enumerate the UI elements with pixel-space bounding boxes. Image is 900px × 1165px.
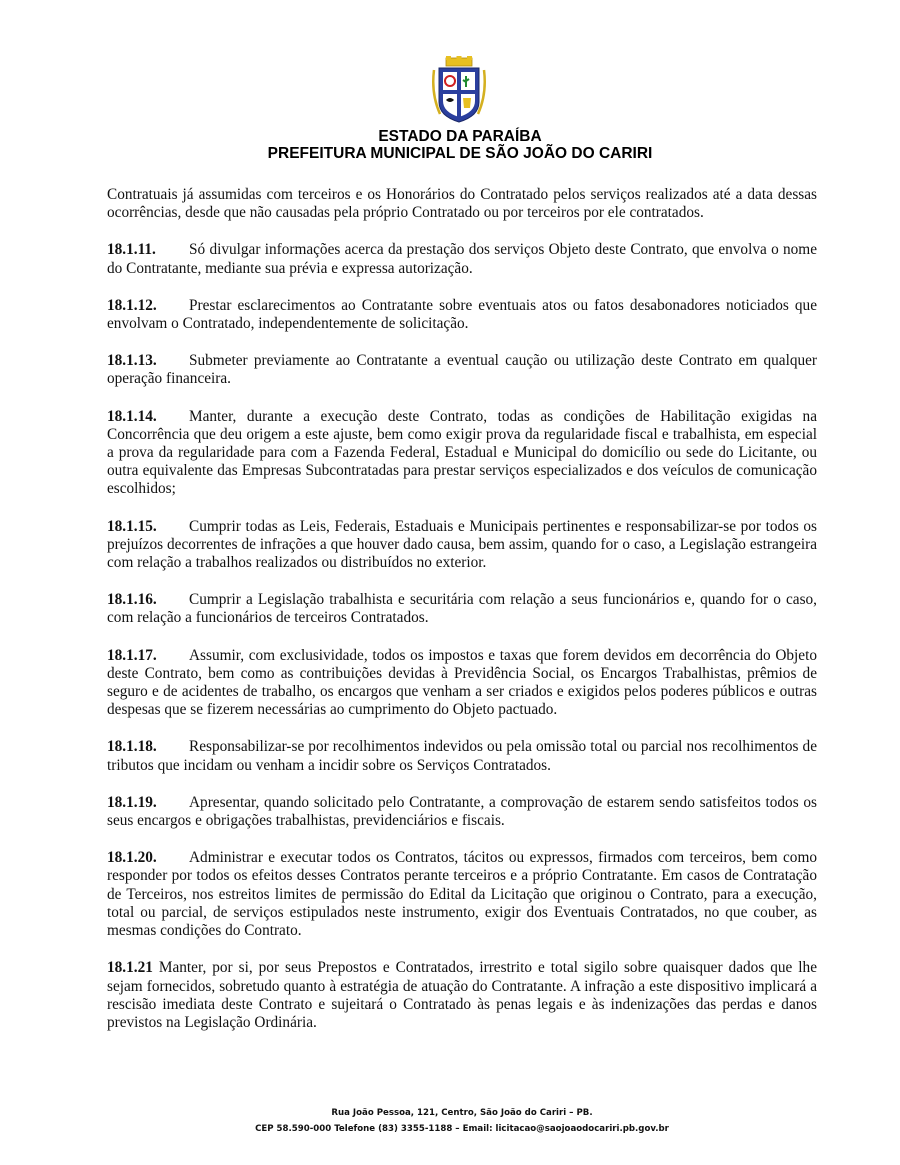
clause-paragraph xyxy=(107,352,817,388)
clause-number: 18.1.19. xyxy=(107,793,157,811)
clause-number: 18.1.20. xyxy=(107,849,157,867)
coat-of-arms-icon xyxy=(430,56,488,124)
clause-paragraph xyxy=(107,647,817,720)
clause-text: Prestar esclarecimentos ao Contratante sobre eventuais atos ou fatos desabonadores noticiados que envolvam o Contratado, independentemente de solicitação. xyxy=(107,296,817,333)
clause-number: 18.1.14. xyxy=(107,407,157,425)
clause-number: 18.1.21 xyxy=(107,959,153,977)
clause-paragraph xyxy=(107,849,817,940)
clause-text: Responsabilizar-se por recolhimentos indevidos ou pela omissão total ou parcial nos recolhimentos de tributos que incidam ou venham a incidir sobre os Serviços Contratados. xyxy=(107,738,817,774)
clause-number: 18.1.11. xyxy=(107,241,156,259)
clause-number: 18.1.16. xyxy=(107,591,157,609)
intro-paragraph: Contratuais já assumidas com terceiros e os Honorários do Contratado pelos serviços realizados até a data dessas ocorrências, desde que não causadas pela próprio Contratado ou por terceiros por ele contratados. xyxy=(107,186,817,222)
document-body xyxy=(107,186,817,1051)
footer-address: Rua João Pessoa, 121, Centro, São João do Cariri – PB. xyxy=(331,1108,593,1118)
clause-text: Só divulgar informações acerca da prestação dos serviços Objeto deste Contrato, que envolva o nome do Contratante, mediante sua prévia e expressa autorização. xyxy=(107,241,817,277)
clause-number: 18.1.18. xyxy=(107,738,157,756)
document-header xyxy=(0,128,900,162)
clause-paragraph xyxy=(107,738,817,774)
clause-paragraph xyxy=(107,959,817,1032)
state-title: ESTADO DA PARAÍBA xyxy=(378,128,542,145)
clause-text: Manter, por si, por seus Prepostos e Contratados, irrestrito e total sigilo sobre quaisquer dados que lhe sejam fornecidos, sobretudo quanto à estratégia de atuação do Contratante. A infração a este dispositivo implicará a rescisão imediata deste Contrato e sujeitará o Contratado às penas legais e às indenizações das perdas e danos previstos na Legislação Ordinária. xyxy=(107,959,817,1031)
document-footer xyxy=(0,1105,900,1137)
clause-paragraph xyxy=(107,518,817,573)
clause-text: Apresentar, quando solicitado pelo Contratante, a comprovação de estarem sendo satisfeitos todos os seus encargos e obrigações trabalhistas, previdenciários e fiscais. xyxy=(107,793,817,830)
clause-number: 18.1.17. xyxy=(107,646,157,664)
clause-text: Submeter previamente ao Contratante a eventual caução ou utilização deste Contrato em qualquer operação financeira. xyxy=(107,352,817,388)
clause-text: Cumprir a Legislação trabalhista e securitária com relação a seus funcionários e, quando for o caso, com relação a funcionários de terceiros Contratados. xyxy=(107,591,817,627)
clause-text: Manter, durante a execução deste Contrato, todas as condições de Habilitação exigidas na Concorrência que deu origem a este ajuste, bem como exigir prova da regularidade fiscal e trabalhista, em especial a prova da regularidade para com a Fazenda Federal, Estadual e Municipal do domicílio ou sede do Licitante, ou outra equivalente das Empresas Subcontratadas para prestar serviços especializados e dos veículos de comunicação escolhidos; xyxy=(107,407,817,498)
clause-paragraph xyxy=(107,241,817,277)
clause-text: Assumir, com exclusividade, todos os impostos e taxas que forem devidos em decorrência do Objeto deste Contrato, bem como as contribuições devidas à Previdência Social, os Encargos Trabalhistas, prêmios de seguro e de acidentes de trabalho, os encargos que venham a ser criados e exigidos pelos poderes públicos e outras despesas que se fizerem necessárias ao cumprimento do Objeto pactuado. xyxy=(107,646,817,719)
prefecture-title: PREFEITURA MUNICIPAL DE SÃO JOÃO DO CARIRI xyxy=(267,145,653,162)
clause-number: 18.1.12. xyxy=(107,296,157,314)
clause-text: Administrar e executar todos os Contratos, tácitos ou expressos, firmados com terceiros, bem como responder por todos os efeitos desses Contratos perante terceiros e a próprio Contratante. Em casos de Contratação de Terceiros, nos estreitos limites de permissão do Edital da Licitação que originou o Contrato, para a execução, total ou parcial, de serviços estipulados neste instrumento, exigir dos Eventuais Contratados, no que couber, as mesmas condições do Contrato. xyxy=(107,849,817,940)
clause-number: 18.1.15. xyxy=(107,517,157,535)
clause-paragraph xyxy=(107,794,817,830)
clause-paragraph xyxy=(107,408,817,499)
clause-text: Cumprir todas as Leis, Federais, Estaduais e Municipais pertinentes e responsabilizar-se por todos os prejuízos decorrentes de infrações a que houver dado causa, bem assim, quando for o caso, a Legislação estrangeira com relação a trabalhos realizados ou distribuídos no exterior. xyxy=(107,517,817,572)
clause-number: 18.1.13. xyxy=(107,352,157,370)
clause-paragraph xyxy=(107,297,817,333)
footer-contact: CEP 58.590-000 Telefone (83) 3355-1188 – Email: licitacao@saojoaodocariri.pb.gov.br xyxy=(255,1124,669,1134)
clause-paragraph xyxy=(107,591,817,627)
